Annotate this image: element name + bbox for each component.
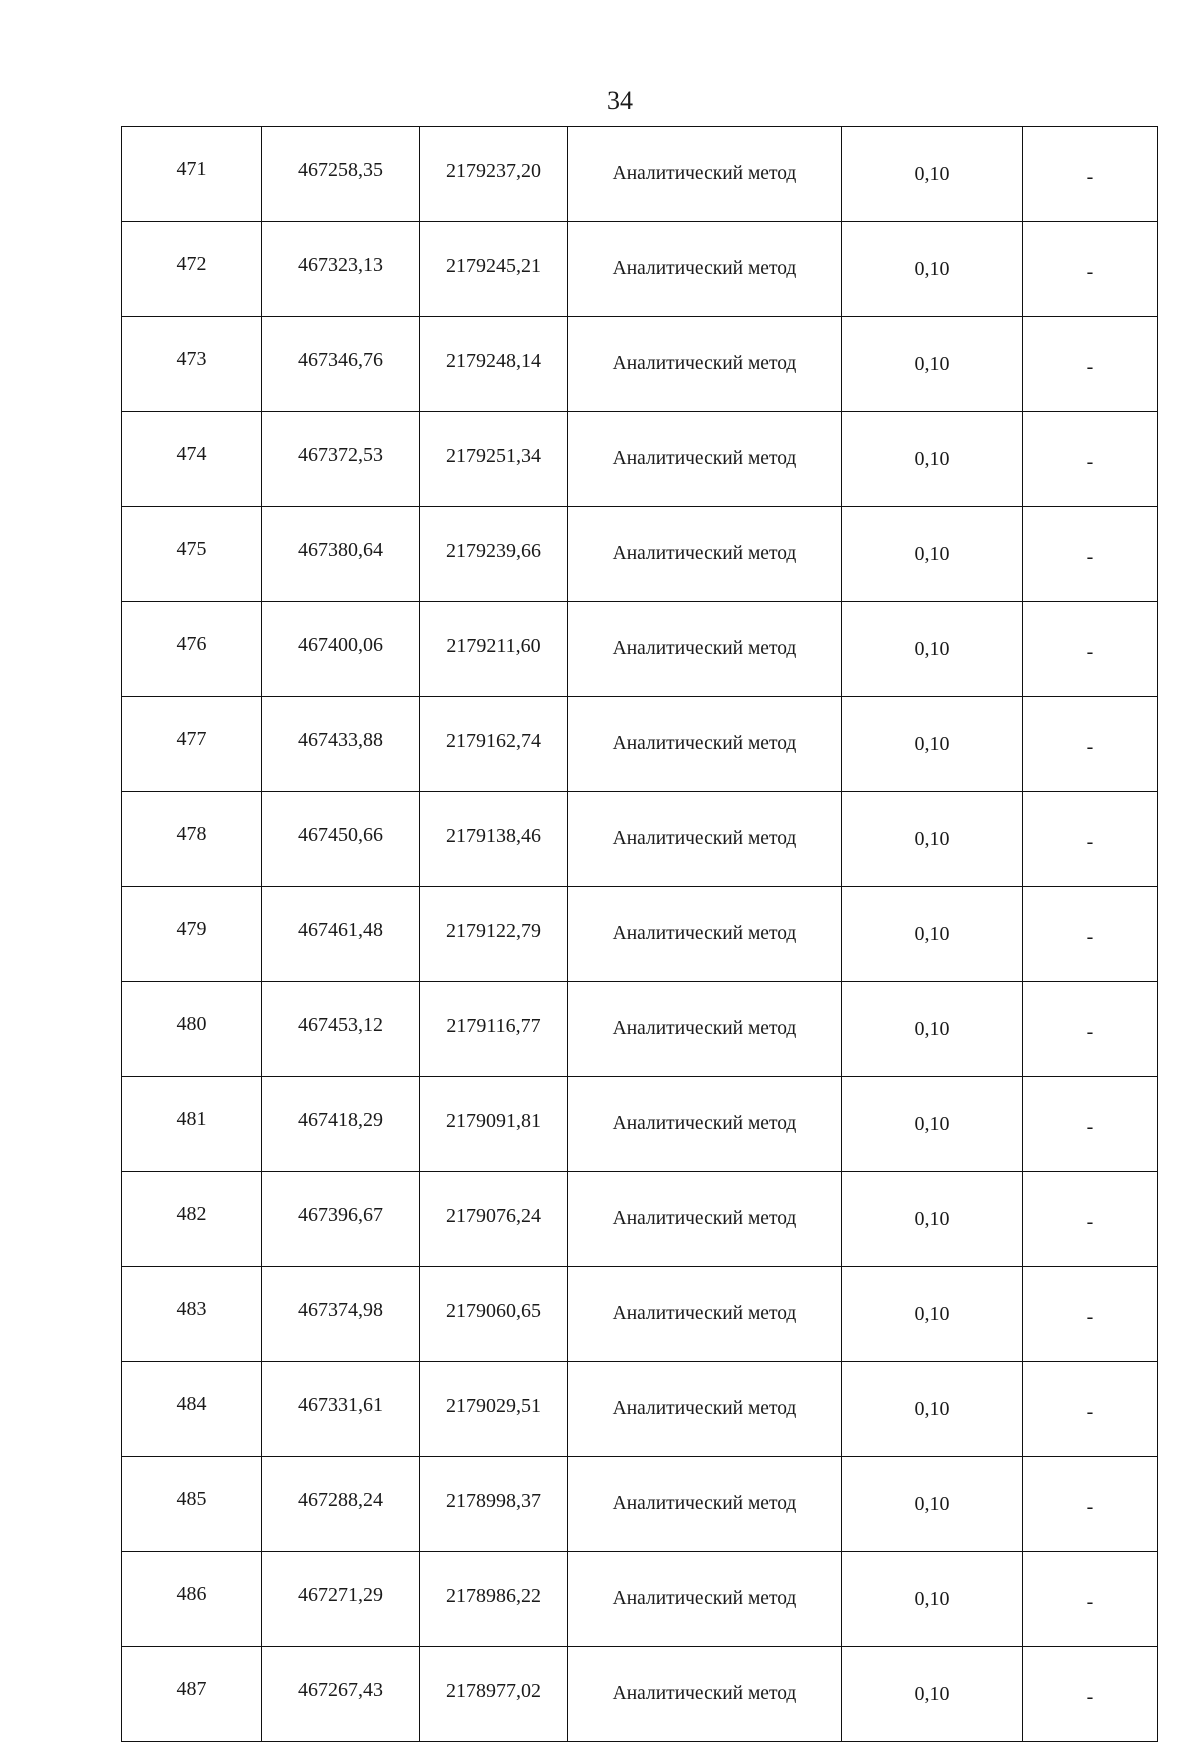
x-coordinate-cell: 467433,88 — [262, 697, 420, 792]
x-coordinate-cell: 467258,35 — [262, 127, 420, 222]
x-coordinate-cell: 467346,76 — [262, 317, 420, 412]
method-cell: Аналитический метод — [568, 1267, 842, 1362]
accuracy-cell: 0,10 — [842, 602, 1023, 697]
x-coordinate-cell: 467372,53 — [262, 412, 420, 507]
method-cell: Аналитический метод — [568, 1552, 842, 1647]
x-coordinate-cell: 467380,64 — [262, 507, 420, 602]
point-number-cell: 487 — [122, 1647, 262, 1742]
point-number-cell: 473 — [122, 317, 262, 412]
y-coordinate-cell: 2179138,46 — [420, 792, 568, 887]
table-row — [122, 887, 1158, 982]
accuracy-cell: 0,10 — [842, 1172, 1023, 1267]
method-cell: Аналитический метод — [568, 127, 842, 222]
coordinates-table-body — [122, 127, 1158, 1742]
note-cell: - — [1023, 1647, 1158, 1742]
table-row — [122, 222, 1158, 317]
point-number-cell: 471 — [122, 127, 262, 222]
table-row — [122, 1267, 1158, 1362]
accuracy-cell: 0,10 — [842, 317, 1023, 412]
accuracy-cell: 0,10 — [842, 982, 1023, 1077]
table-row — [122, 982, 1158, 1077]
accuracy-cell: 0,10 — [842, 1267, 1023, 1362]
method-cell: Аналитический метод — [568, 1457, 842, 1552]
point-number-cell: 477 — [122, 697, 262, 792]
method-cell: Аналитический метод — [568, 1362, 842, 1457]
point-number-cell: 486 — [122, 1552, 262, 1647]
accuracy-cell: 0,10 — [842, 1457, 1023, 1552]
y-coordinate-cell: 2179237,20 — [420, 127, 568, 222]
point-number-cell: 474 — [122, 412, 262, 507]
point-number-cell: 480 — [122, 982, 262, 1077]
point-number-cell: 482 — [122, 1172, 262, 1267]
table-row — [122, 697, 1158, 792]
note-cell: - — [1023, 127, 1158, 222]
note-cell: - — [1023, 887, 1158, 982]
point-number-cell: 481 — [122, 1077, 262, 1172]
method-cell: Аналитический метод — [568, 602, 842, 697]
table-row — [122, 127, 1158, 222]
x-coordinate-cell: 467288,24 — [262, 1457, 420, 1552]
coordinates-table — [121, 126, 1158, 1742]
method-cell: Аналитический метод — [568, 412, 842, 507]
y-coordinate-cell: 2179116,77 — [420, 982, 568, 1077]
y-coordinate-cell: 2179029,51 — [420, 1362, 568, 1457]
accuracy-cell: 0,10 — [842, 1647, 1023, 1742]
x-coordinate-cell: 467267,43 — [262, 1647, 420, 1742]
x-coordinate-cell: 467374,98 — [262, 1267, 420, 1362]
y-coordinate-cell: 2179239,66 — [420, 507, 568, 602]
accuracy-cell: 0,10 — [842, 222, 1023, 317]
table-row — [122, 1552, 1158, 1647]
x-coordinate-cell: 467331,61 — [262, 1362, 420, 1457]
x-coordinate-cell: 467450,66 — [262, 792, 420, 887]
accuracy-cell: 0,10 — [842, 1362, 1023, 1457]
x-coordinate-cell: 467400,06 — [262, 602, 420, 697]
y-coordinate-cell: 2179091,81 — [420, 1077, 568, 1172]
accuracy-cell: 0,10 — [842, 697, 1023, 792]
note-cell: - — [1023, 792, 1158, 887]
note-cell: - — [1023, 697, 1158, 792]
method-cell: Аналитический метод — [568, 317, 842, 412]
y-coordinate-cell: 2178977,02 — [420, 1647, 568, 1742]
x-coordinate-cell: 467453,12 — [262, 982, 420, 1077]
accuracy-cell: 0,10 — [842, 1552, 1023, 1647]
table-row — [122, 1457, 1158, 1552]
point-number-cell: 484 — [122, 1362, 262, 1457]
note-cell: - — [1023, 507, 1158, 602]
y-coordinate-cell: 2179248,14 — [420, 317, 568, 412]
point-number-cell: 478 — [122, 792, 262, 887]
table-row — [122, 1362, 1158, 1457]
note-cell: - — [1023, 1552, 1158, 1647]
method-cell: Аналитический метод — [568, 697, 842, 792]
y-coordinate-cell: 2179060,65 — [420, 1267, 568, 1362]
page-number: 34 — [607, 86, 633, 115]
x-coordinate-cell: 467396,67 — [262, 1172, 420, 1267]
x-coordinate-cell: 467323,13 — [262, 222, 420, 317]
note-cell: - — [1023, 1172, 1158, 1267]
method-cell: Аналитический метод — [568, 792, 842, 887]
note-cell: - — [1023, 1362, 1158, 1457]
note-cell: - — [1023, 412, 1158, 507]
method-cell: Аналитический метод — [568, 507, 842, 602]
y-coordinate-cell: 2179211,60 — [420, 602, 568, 697]
point-number-cell: 485 — [122, 1457, 262, 1552]
table-row — [122, 412, 1158, 507]
y-coordinate-cell: 2179076,24 — [420, 1172, 568, 1267]
accuracy-cell: 0,10 — [842, 507, 1023, 602]
note-cell: - — [1023, 982, 1158, 1077]
accuracy-cell: 0,10 — [842, 127, 1023, 222]
note-cell: - — [1023, 317, 1158, 412]
table-row — [122, 317, 1158, 412]
y-coordinate-cell: 2179245,21 — [420, 222, 568, 317]
table-row — [122, 507, 1158, 602]
table-row — [122, 1647, 1158, 1742]
method-cell: Аналитический метод — [568, 1647, 842, 1742]
note-cell: - — [1023, 1077, 1158, 1172]
y-coordinate-cell: 2179122,79 — [420, 887, 568, 982]
point-number-cell: 475 — [122, 507, 262, 602]
method-cell: Аналитический метод — [568, 887, 842, 982]
method-cell: Аналитический метод — [568, 1077, 842, 1172]
y-coordinate-cell: 2178998,37 — [420, 1457, 568, 1552]
note-cell: - — [1023, 222, 1158, 317]
method-cell: Аналитический метод — [568, 982, 842, 1077]
note-cell: - — [1023, 1267, 1158, 1362]
y-coordinate-cell: 2179251,34 — [420, 412, 568, 507]
note-cell: - — [1023, 1457, 1158, 1552]
point-number-cell: 472 — [122, 222, 262, 317]
y-coordinate-cell: 2179162,74 — [420, 697, 568, 792]
table-row — [122, 602, 1158, 697]
accuracy-cell: 0,10 — [842, 412, 1023, 507]
point-number-cell: 476 — [122, 602, 262, 697]
method-cell: Аналитический метод — [568, 1172, 842, 1267]
method-cell: Аналитический метод — [568, 222, 842, 317]
accuracy-cell: 0,10 — [842, 1077, 1023, 1172]
point-number-cell: 479 — [122, 887, 262, 982]
accuracy-cell: 0,10 — [842, 792, 1023, 887]
point-number-cell: 483 — [122, 1267, 262, 1362]
x-coordinate-cell: 467461,48 — [262, 887, 420, 982]
table-row — [122, 1172, 1158, 1267]
y-coordinate-cell: 2178986,22 — [420, 1552, 568, 1647]
accuracy-cell: 0,10 — [842, 887, 1023, 982]
table-row — [122, 792, 1158, 887]
note-cell: - — [1023, 602, 1158, 697]
x-coordinate-cell: 467418,29 — [262, 1077, 420, 1172]
table-row — [122, 1077, 1158, 1172]
x-coordinate-cell: 467271,29 — [262, 1552, 420, 1647]
